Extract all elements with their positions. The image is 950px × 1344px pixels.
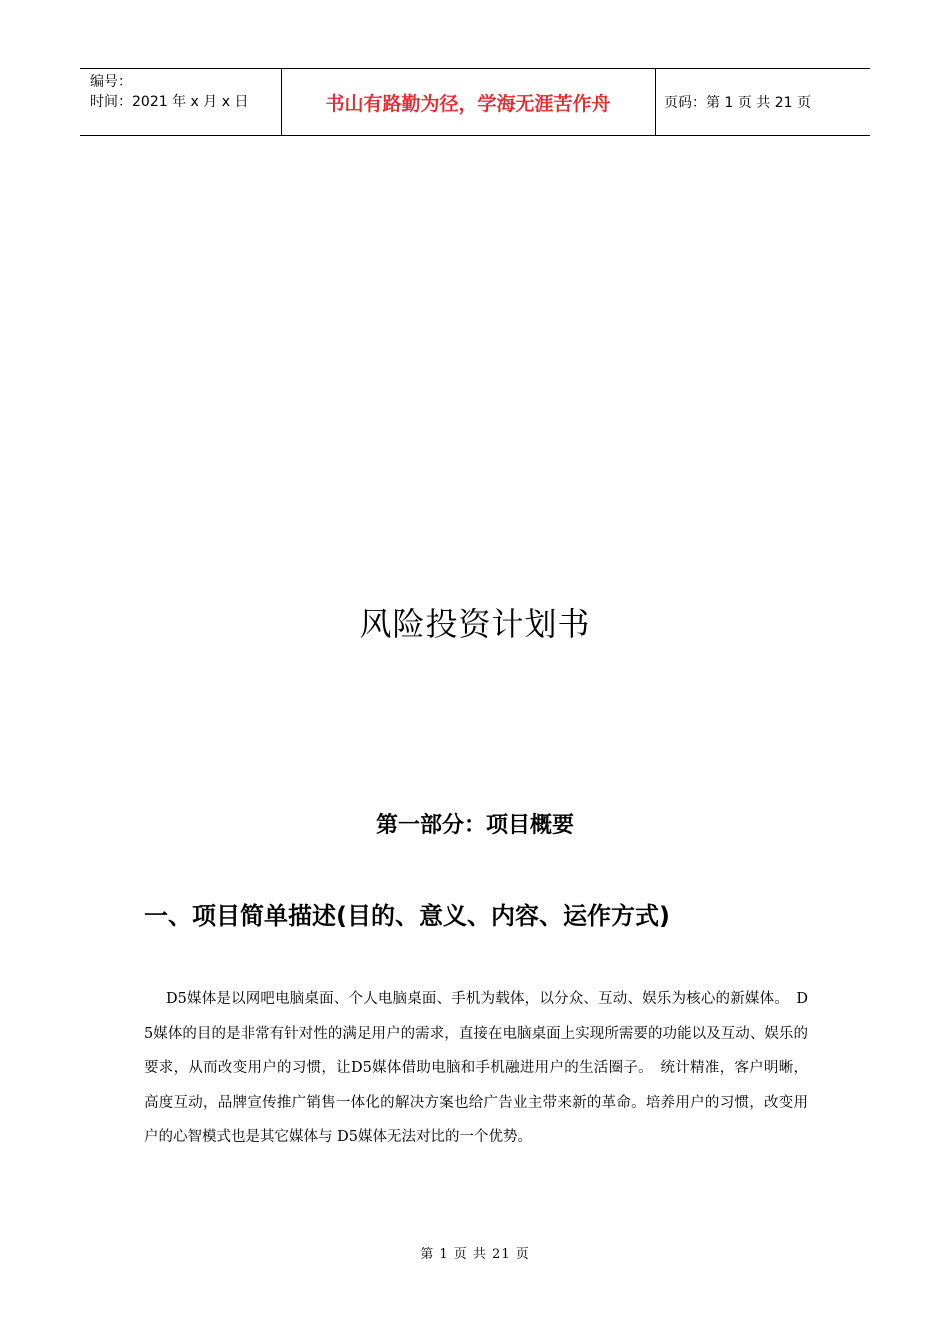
header-info — [90, 72, 248, 112]
header-page-number: 页码：第 1 页 共 21 页 — [664, 95, 811, 111]
serial-number-label: 编号： — [90, 74, 132, 90]
date-label: 时间：2021 年 x 月 x 日 — [90, 94, 249, 110]
page-header — [80, 68, 870, 136]
document-title: 风险投资计划书 — [359, 605, 591, 643]
section-heading: 一、项目简单描述(目的、意义、内容、运作方式) — [144, 902, 670, 930]
body-paragraph: D5媒体是以网吧电脑桌面、个人电脑桌面、手机为载体，以分众、互动、娱乐为核心的新媒体。 D5媒体的目的是非常有针对性的满足用户的需求，直接在电脑桌面上实现所需要的功能以及互动、娱乐的要求，从而改变用户的习惯，让D5媒体借助电脑和手机融进用户的生活圈子。 统计精准，客户明晰，高度互动，品牌宣传推广销售一体化的解决方案也给广告业主带来新的革命。培养用户的习惯，改变用户的心智模式也是其它媒体与 D5媒体无法对比的一个优势。 — [144, 991, 808, 1145]
header-divider-right — [655, 69, 656, 135]
part-title: 第一部分：项目概要 — [375, 813, 574, 838]
header-motto: 书山有路勤为径，学海无涯苦作舟 — [325, 93, 611, 115]
page-footer: 第 1 页 共 21 页 — [420, 1247, 530, 1262]
